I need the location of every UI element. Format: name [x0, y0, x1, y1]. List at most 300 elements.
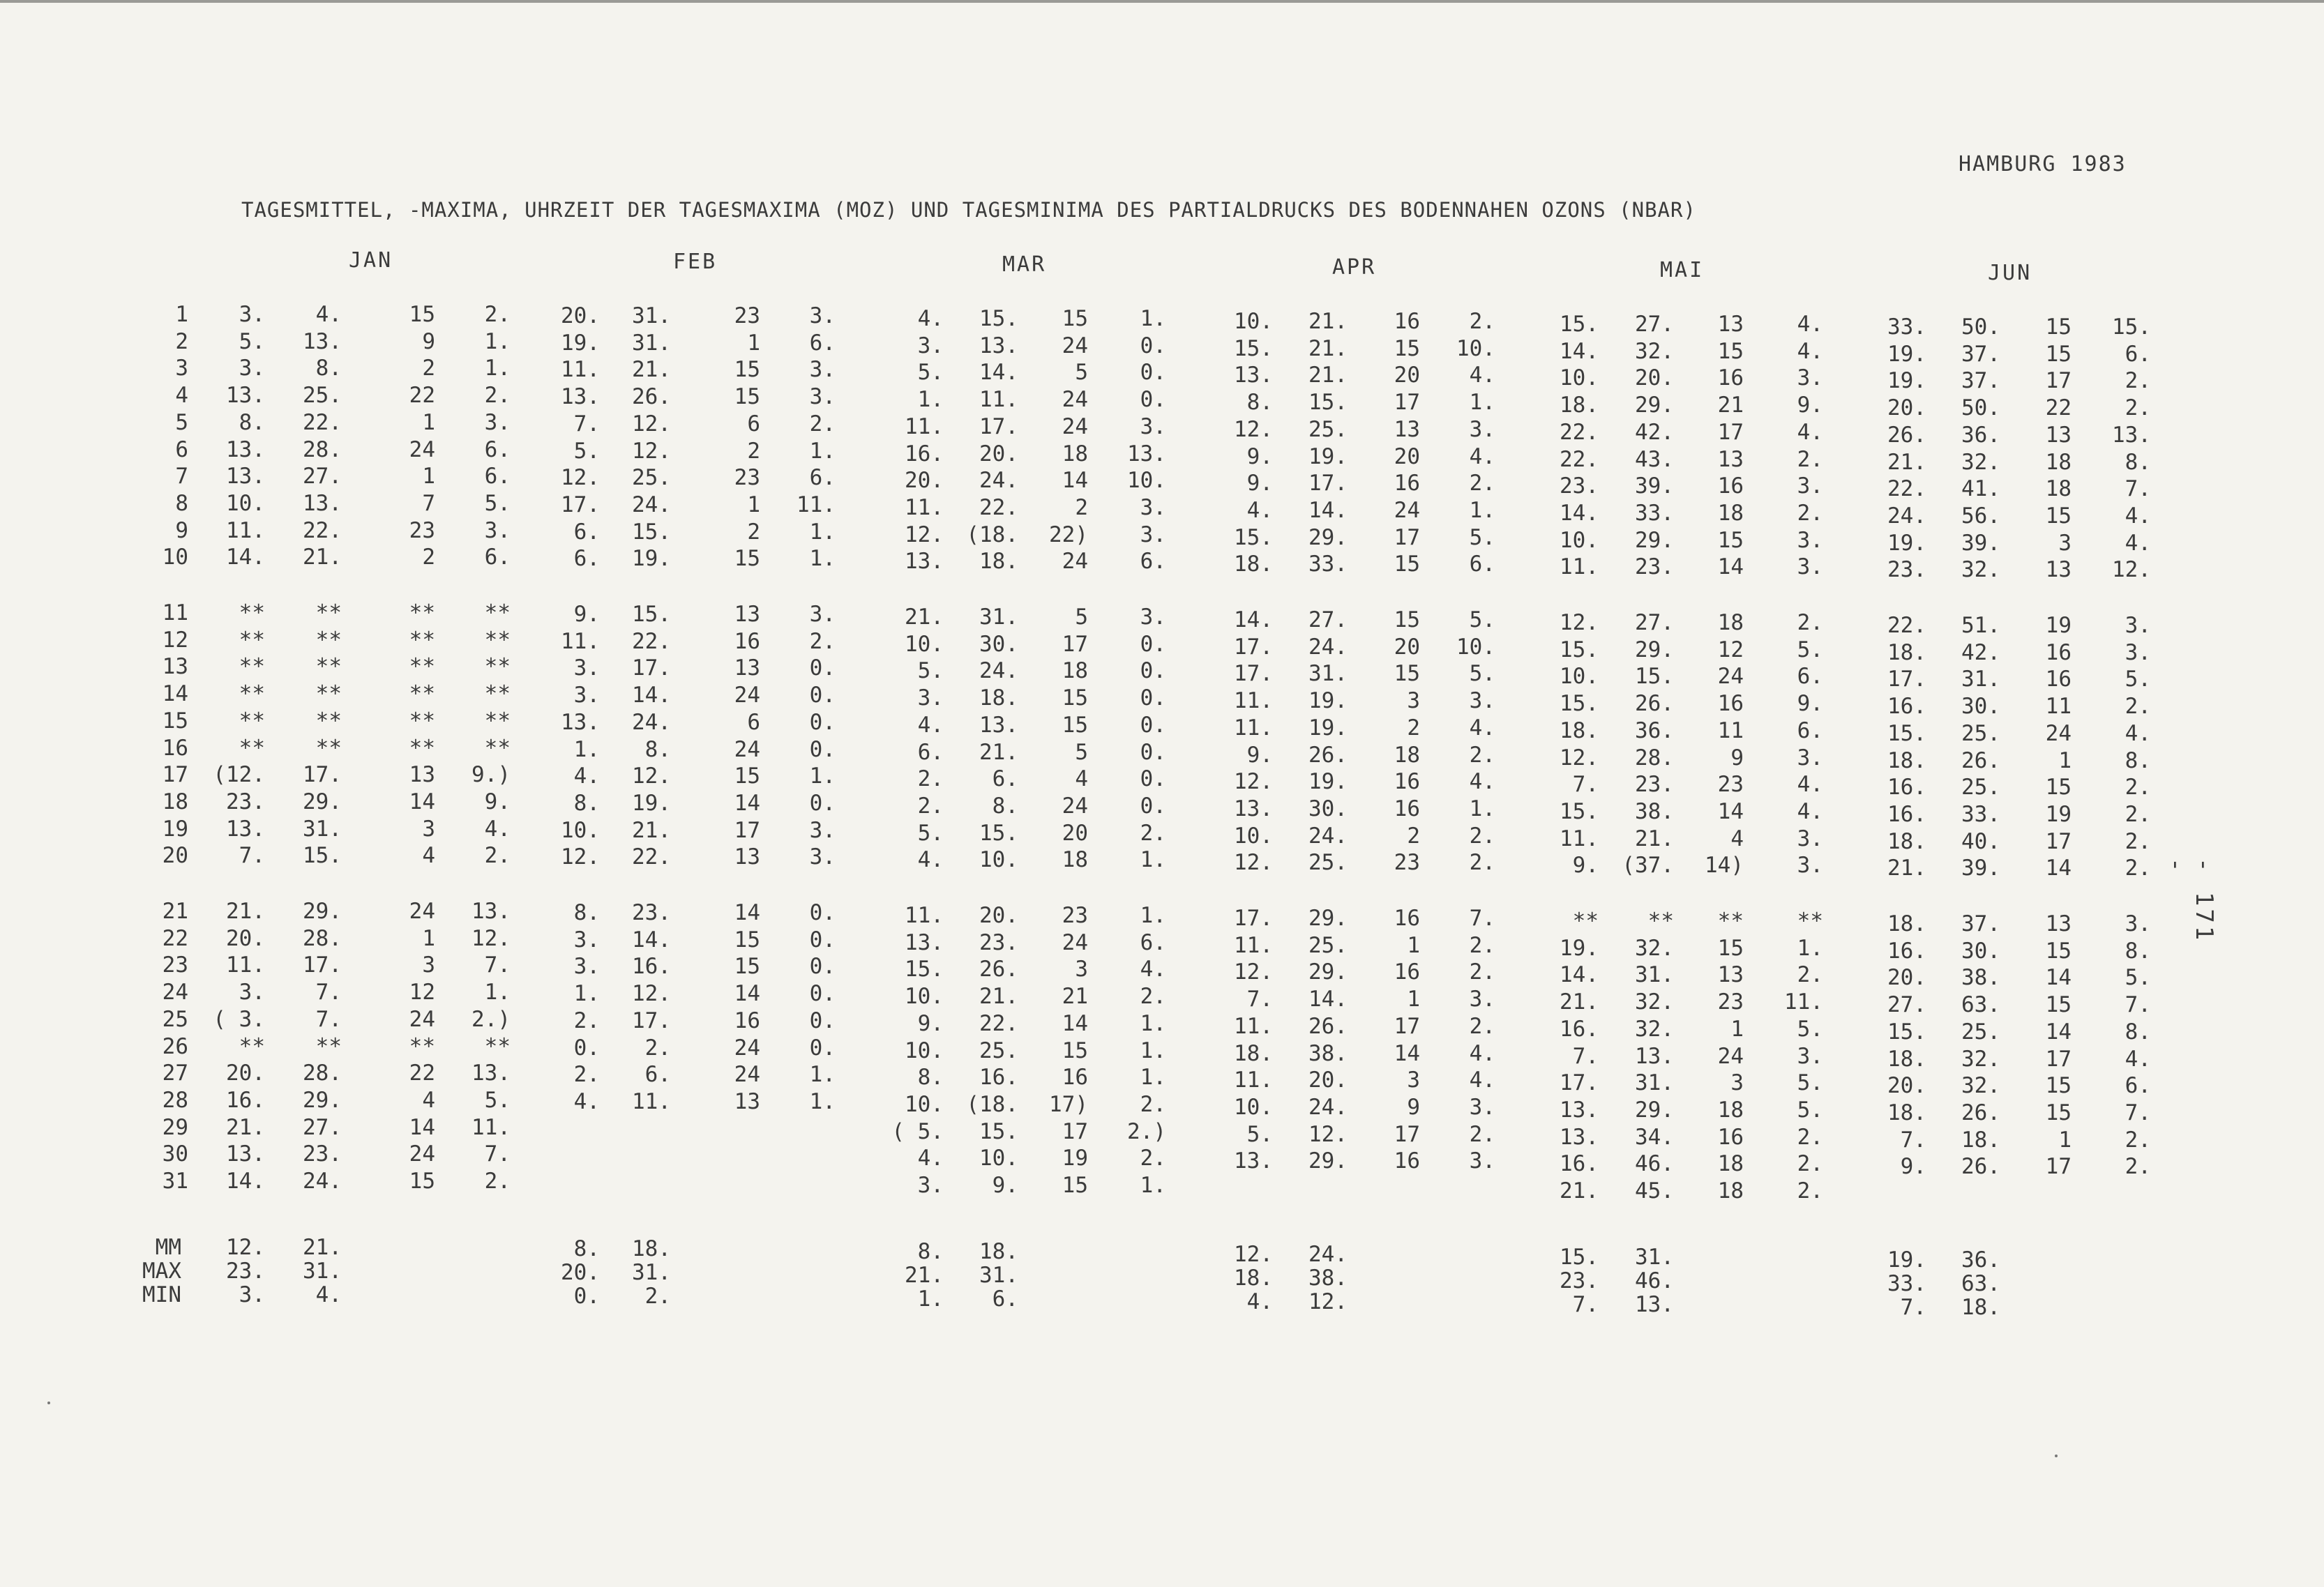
min-cell: 3.: [2125, 613, 2151, 638]
min-cell: **: [484, 708, 511, 734]
min-cell: 7.: [2125, 992, 2151, 1017]
hour-cell: 7: [422, 491, 435, 516]
hour-cell: 24: [409, 437, 435, 462]
min-cell: 3.: [1797, 745, 1823, 770]
mean-cell: 21.: [1887, 450, 1926, 475]
mean-cell: 6.: [573, 519, 600, 545]
min-cell: 6.: [809, 465, 836, 490]
max-cell: 32.: [1635, 1017, 1674, 1042]
min-cell: 5.: [1469, 607, 1495, 632]
mean-cell: 9.: [1246, 471, 1273, 496]
summary-max-cell: 31.: [1635, 1245, 1674, 1270]
mean-cell: 13.: [905, 930, 944, 955]
summary-max-cell: 63.: [1961, 1271, 2000, 1296]
max-cell: 28.: [1635, 745, 1674, 770]
mean-cell: 18.: [1887, 748, 1926, 773]
mean-cell: 4.: [573, 1089, 600, 1114]
min-cell: 3.: [1140, 522, 1166, 547]
day-label: 7: [175, 464, 188, 489]
mean-cell: 9.: [1900, 1154, 1926, 1179]
hour-cell: 4: [1730, 826, 1744, 851]
day-label: 22: [162, 926, 188, 951]
min-cell: 2.: [1140, 1146, 1166, 1171]
day-label: 30: [162, 1141, 188, 1167]
mean-cell: **: [239, 708, 265, 734]
hour-cell: **: [409, 708, 435, 734]
min-cell: 8.: [2125, 1019, 2151, 1045]
min-cell: 12.: [471, 926, 511, 951]
min-cell: 11.: [471, 1115, 511, 1140]
max-cell: 10.: [979, 847, 1018, 872]
mean-cell: 12.: [1234, 959, 1273, 985]
max-cell: 17.: [303, 952, 342, 978]
hour-cell: 16: [2045, 640, 2072, 665]
max-cell: 36.: [1961, 423, 2000, 448]
max-cell: 25.: [632, 465, 671, 490]
min-cell: 2.: [2125, 368, 2151, 393]
max-cell: 36.: [1635, 718, 1674, 743]
hour-cell: 24: [1062, 333, 1088, 358]
day-label: 20: [162, 843, 188, 868]
hour-cell: 1: [1407, 933, 1420, 958]
min-cell: 6.: [484, 464, 511, 489]
mean-cell: 4.: [573, 764, 600, 789]
hour-cell: 3: [1075, 957, 1088, 982]
hour-cell: 14: [2045, 856, 2072, 881]
mean-cell: 10.: [1234, 823, 1273, 849]
max-cell: 21.: [1308, 336, 1348, 361]
summary-mean-cell: 33.: [1887, 1271, 1926, 1296]
min-cell: 4.: [1797, 772, 1823, 797]
min-cell: 2.: [1469, 743, 1495, 768]
min-cell: 9.): [471, 762, 511, 787]
max-cell: 15.: [979, 821, 1018, 846]
min-cell: 0.: [1140, 713, 1166, 738]
mean-cell: 3.: [573, 927, 600, 952]
summary-max-cell: 13.: [1635, 1292, 1674, 1317]
min-cell: 0.: [809, 954, 836, 979]
hour-cell: 15: [734, 764, 760, 789]
hour-cell: 14: [1062, 1011, 1088, 1036]
mean-cell: 11.: [905, 414, 944, 439]
day-label: 24: [162, 980, 188, 1005]
min-cell: 2.: [1797, 962, 1823, 987]
hour-cell: 24: [734, 1035, 760, 1061]
max-cell: 41.: [1961, 476, 2000, 501]
min-cell: 6.: [1469, 552, 1495, 577]
summary-max-cell: 31.: [303, 1259, 342, 1284]
min-cell: 3.: [2125, 640, 2151, 665]
hour-cell: 20: [1062, 821, 1088, 846]
hour-cell: 20: [1394, 635, 1420, 660]
scan-speck: [47, 1402, 50, 1404]
max-cell: 32.: [1635, 936, 1674, 961]
max-cell: 17.: [303, 762, 342, 787]
mean-cell: 13.: [1234, 1148, 1273, 1174]
mean-cell: 11.: [905, 495, 944, 520]
mean-cell: 15.: [1887, 721, 1926, 746]
hour-cell: 24: [734, 737, 760, 762]
hour-cell: **: [409, 736, 435, 761]
min-cell: 3.: [1797, 1044, 1823, 1069]
min-cell: 1.: [484, 356, 511, 381]
hour-cell: 16: [1062, 1065, 1088, 1090]
min-cell: 8.: [2125, 748, 2151, 773]
mean-cell: 9.: [917, 1011, 944, 1036]
hour-cell: 1: [422, 410, 435, 435]
day-label: 29: [162, 1115, 188, 1140]
max-cell: 18.: [1961, 1127, 2000, 1153]
min-cell: 1.: [484, 980, 511, 1005]
min-cell: 2.): [1127, 1119, 1166, 1144]
min-cell: 3.: [1797, 365, 1823, 390]
mean-cell: 16.: [1887, 694, 1926, 719]
day-label: 16: [162, 736, 188, 761]
max-cell: 19.: [632, 791, 671, 816]
mean-cell: 1.: [917, 387, 944, 412]
max-cell: 26.: [1308, 1014, 1348, 1039]
max-cell: 12.: [632, 411, 671, 436]
mean-cell: 11.: [1234, 1014, 1273, 1039]
hour-cell: 17: [2045, 1047, 2072, 1072]
hour-cell: 22: [2045, 395, 2072, 420]
max-cell: 39.: [1961, 531, 2000, 556]
hour-cell: 16: [734, 629, 760, 654]
summary-max-cell: 21.: [303, 1235, 342, 1260]
max-cell: 24.: [1308, 1095, 1348, 1120]
min-cell: 2.: [1140, 984, 1166, 1009]
summary-mean-cell: 19.: [1887, 1247, 1926, 1273]
hour-cell: 19: [2045, 613, 2072, 638]
min-cell: 2.: [484, 383, 511, 408]
max-cell: 26.: [1961, 1100, 2000, 1125]
min-cell: 2.: [1469, 309, 1495, 334]
mean-cell: 15.: [1560, 637, 1599, 662]
summary-mean-cell: 1.: [917, 1286, 944, 1312]
max-cell: 32.: [1961, 1073, 2000, 1098]
max-cell: 21.: [979, 740, 1018, 765]
hour-cell: 15: [734, 384, 760, 409]
max-cell: 40.: [1961, 829, 2000, 854]
mean-cell: 10.: [905, 632, 944, 657]
max-cell: 46.: [1635, 1151, 1674, 1176]
min-cell: 1.: [1140, 1065, 1166, 1090]
hour-cell: 17: [1394, 1122, 1420, 1147]
hour-cell: 17: [1394, 390, 1420, 415]
max-cell: 25.: [303, 383, 342, 408]
min-cell: 3.: [1140, 495, 1166, 520]
hour-cell: 14: [1717, 799, 1744, 824]
mean-cell: 2.: [573, 1008, 600, 1033]
min-cell: 0.: [1140, 685, 1166, 711]
mean-cell: 17.: [1234, 906, 1273, 931]
mean-cell: 8.: [573, 791, 600, 816]
hour-cell: 20: [1394, 444, 1420, 469]
hour-cell: 15: [2045, 314, 2072, 340]
hour-cell: 24: [1717, 664, 1744, 689]
min-cell: 2.: [1797, 610, 1823, 635]
mean-cell: 8.: [1246, 390, 1273, 415]
min-cell: 0.: [809, 655, 836, 681]
max-cell: 23.: [979, 930, 1018, 955]
max-cell: 17.: [632, 1008, 671, 1033]
hour-cell: 18: [1717, 1151, 1744, 1176]
hour-cell: 15: [1062, 685, 1088, 711]
min-cell: 3.: [1797, 473, 1823, 499]
mean-cell: 19.: [1887, 342, 1926, 367]
hour-cell: 17: [2045, 368, 2072, 393]
mean-cell: 5.: [1246, 1122, 1273, 1147]
hour-cell: 18: [1717, 501, 1744, 526]
mean-cell: **: [239, 736, 265, 761]
max-cell: 23.: [303, 1141, 342, 1167]
min-cell: 4.: [1469, 1068, 1495, 1093]
max-cell: 20.: [979, 441, 1018, 466]
min-cell: 2.: [1797, 1125, 1823, 1150]
min-cell: 4.: [1797, 339, 1823, 364]
mean-cell: 4.: [917, 306, 944, 331]
min-cell: 1.: [1469, 390, 1495, 415]
mean-cell: 13.: [1234, 796, 1273, 821]
max-cell: 25.: [979, 1038, 1018, 1063]
max-cell: 22.: [303, 410, 342, 435]
hour-cell: 2: [1407, 823, 1420, 849]
mean-cell: 9.: [573, 602, 600, 627]
min-cell: 6.: [1140, 930, 1166, 955]
max-cell: 26.: [979, 957, 1018, 982]
min-cell: 7.: [484, 1141, 511, 1167]
day-label: 6: [175, 437, 188, 462]
min-cell: 2.: [2125, 829, 2151, 854]
mean-cell: 12.: [1560, 610, 1599, 635]
min-cell: 1.: [809, 439, 836, 464]
max-cell: 22.: [303, 518, 342, 543]
hour-cell: 15: [2045, 1073, 2072, 1098]
min-cell: 5.: [1797, 1017, 1823, 1042]
hour-cell: 1: [1730, 1017, 1744, 1042]
mean-cell: 20.: [561, 303, 600, 328]
max-cell: 39.: [1635, 473, 1674, 499]
max-cell: 29.: [303, 1088, 342, 1113]
mean-cell: 6.: [573, 546, 600, 571]
summary-max-cell: 38.: [1308, 1266, 1348, 1291]
min-cell: 0.: [1140, 766, 1166, 791]
min-cell: 10.: [1456, 635, 1495, 660]
min-cell: 0.: [1140, 658, 1166, 683]
max-cell: 29.: [1635, 528, 1674, 553]
mean-cell: 13.: [1560, 1098, 1599, 1123]
mean-cell: 12.: [905, 522, 944, 547]
mean-cell: 15.: [1887, 1019, 1926, 1045]
hour-cell: 15: [1062, 713, 1088, 738]
hour-cell: **: [409, 681, 435, 706]
hour-cell: 3: [1407, 1068, 1420, 1093]
max-cell: 42.: [1961, 640, 2000, 665]
hour-cell: 15: [409, 1169, 435, 1194]
mean-cell: 10.: [1234, 1095, 1273, 1120]
min-cell: 2.: [484, 1169, 511, 1194]
max-cell: 33.: [1635, 501, 1674, 526]
min-cell: 4.: [1469, 363, 1495, 388]
hour-cell: 13: [1717, 962, 1744, 987]
summary-mean-cell: 21.: [905, 1263, 944, 1288]
min-cell: 6.: [484, 437, 511, 462]
mean-cell: 13.: [226, 817, 265, 842]
hour-cell: 13: [734, 844, 760, 870]
min-cell: 2.: [484, 843, 511, 868]
max-cell: 28.: [303, 926, 342, 951]
min-cell: 0.: [1140, 360, 1166, 385]
mean-cell: 11.: [1234, 933, 1273, 958]
mean-cell: ( 5.: [891, 1119, 944, 1144]
day-label: 26: [162, 1034, 188, 1059]
hour-cell: 15: [2045, 1100, 2072, 1125]
mean-cell: 3.: [573, 683, 600, 708]
mean-cell: 18.: [1887, 829, 1926, 854]
min-cell: 8.: [2125, 450, 2151, 475]
min-cell: 2.: [1797, 1178, 1823, 1203]
day-label: 3: [175, 356, 188, 381]
mean-cell: 14.: [1234, 607, 1273, 632]
hour-cell: 15: [734, 954, 760, 979]
min-cell: 9.: [1797, 691, 1823, 716]
min-cell: 2.): [471, 1007, 511, 1032]
summary-mean-cell: 8.: [573, 1236, 600, 1261]
mean-cell: 12.: [561, 465, 600, 490]
max-cell: 24.: [632, 492, 671, 517]
summary-mean-cell: 12.: [226, 1235, 265, 1260]
max-cell: 30.: [1961, 939, 2000, 964]
mean-cell: 6.: [917, 740, 944, 765]
min-cell: 1.: [1797, 936, 1823, 961]
mean-cell: 12.: [561, 844, 600, 870]
mean-cell: **: [239, 654, 265, 679]
hour-cell: 9: [1407, 1095, 1420, 1120]
min-cell: 6.: [809, 331, 836, 356]
mean-cell: 3.: [239, 302, 265, 327]
hour-cell: 12: [409, 980, 435, 1005]
mean-cell: 10.: [1560, 365, 1599, 390]
hour-cell: 4: [1075, 766, 1088, 791]
mean-cell: 3.: [573, 954, 600, 979]
max-cell: 27.: [303, 1115, 342, 1140]
min-cell: 3.: [484, 518, 511, 543]
min-cell: 4.: [2125, 503, 2151, 529]
hour-cell: 5: [1075, 605, 1088, 630]
day-label: 25: [162, 1007, 188, 1032]
day-label: 28: [162, 1088, 188, 1113]
mean-cell: 15.: [1560, 691, 1599, 716]
mean-cell: 18.: [1560, 718, 1599, 743]
hour-cell: 5: [1075, 360, 1088, 385]
max-cell: 23.: [632, 900, 671, 925]
max-cell: 33.: [1308, 552, 1348, 577]
max-cell: 19.: [1308, 688, 1348, 713]
hour-cell: 17): [1049, 1092, 1088, 1117]
hour-cell: 14: [734, 900, 760, 925]
max-cell: 9.: [992, 1173, 1018, 1198]
summary-max-cell: 31.: [632, 1260, 671, 1285]
mean-cell: 10.: [905, 1092, 944, 1117]
mean-cell: 21.: [905, 605, 944, 630]
max-cell: 16.: [632, 954, 671, 979]
mean-cell: 2.: [573, 1062, 600, 1087]
min-cell: **: [1797, 909, 1823, 934]
min-cell: 1.: [1140, 1038, 1166, 1063]
min-cell: 1.: [1469, 796, 1495, 821]
hour-cell: 18: [1717, 1178, 1744, 1203]
hour-cell: 12: [1717, 637, 1744, 662]
hour-cell: 23: [1717, 772, 1744, 797]
max-cell: 15.: [979, 1119, 1018, 1144]
day-label: 4: [175, 383, 188, 408]
min-cell: 3.: [1140, 414, 1166, 439]
hour-cell: 17: [1062, 632, 1088, 657]
mean-cell: 5.: [917, 360, 944, 385]
min-cell: 5.: [1469, 661, 1495, 686]
summary-max-cell: 12.: [1308, 1289, 1348, 1314]
mean-cell: 19.: [1887, 368, 1926, 393]
page-number: - 171 -: [2162, 858, 2218, 943]
summary-max-cell: 24.: [1308, 1242, 1348, 1267]
min-cell: 1.: [1140, 306, 1166, 331]
mean-cell: 13.: [905, 549, 944, 574]
max-cell: 19.: [632, 546, 671, 571]
min-cell: 2.: [2125, 1127, 2151, 1153]
mean-cell: 7.: [1572, 1044, 1599, 1069]
mean-cell: 4.: [917, 847, 944, 872]
hour-cell: 17: [2045, 1154, 2072, 1179]
hour-cell: 13: [409, 762, 435, 787]
hour-cell: 24: [1062, 549, 1088, 574]
mean-cell: 18.: [1234, 552, 1273, 577]
hour-cell: 13: [1717, 312, 1744, 337]
hour-cell: 15: [2045, 939, 2072, 964]
mean-cell: 17.: [1234, 635, 1273, 660]
min-cell: 5.: [484, 491, 511, 516]
max-cell: 29.: [1308, 906, 1348, 931]
min-cell: 0.: [809, 1035, 836, 1061]
max-cell: 31.: [632, 331, 671, 356]
hour-cell: 15: [734, 927, 760, 952]
min-cell: 2.: [2125, 395, 2151, 420]
hour-cell: **: [1717, 909, 1744, 934]
max-cell: 31.: [1308, 661, 1348, 686]
hour-cell: 15: [734, 546, 760, 571]
max-cell: 24.: [303, 1169, 342, 1194]
mean-cell: 3.: [573, 655, 600, 681]
max-cell: 17.: [979, 414, 1018, 439]
day-label: 27: [162, 1061, 188, 1086]
max-cell: 27.: [1635, 610, 1674, 635]
min-cell: 1.: [484, 329, 511, 354]
max-cell: 31.: [979, 605, 1018, 630]
hour-cell: 6: [747, 411, 760, 436]
mean-cell: 19.: [1887, 531, 1926, 556]
max-cell: 7.: [315, 980, 342, 1005]
summary-max-cell: 2.: [644, 1284, 671, 1309]
min-cell: 2.: [2125, 694, 2151, 719]
mean-cell: 19.: [561, 331, 600, 356]
max-cell: (18.: [966, 1092, 1018, 1117]
min-cell: 10.: [1456, 336, 1495, 361]
mean-cell: 11.: [226, 952, 265, 978]
max-cell: (18.: [966, 522, 1018, 547]
max-cell: 38.: [1635, 799, 1674, 824]
max-cell: 14.: [632, 927, 671, 952]
day-label: 18: [162, 789, 188, 814]
hour-cell: 9: [1730, 745, 1744, 770]
